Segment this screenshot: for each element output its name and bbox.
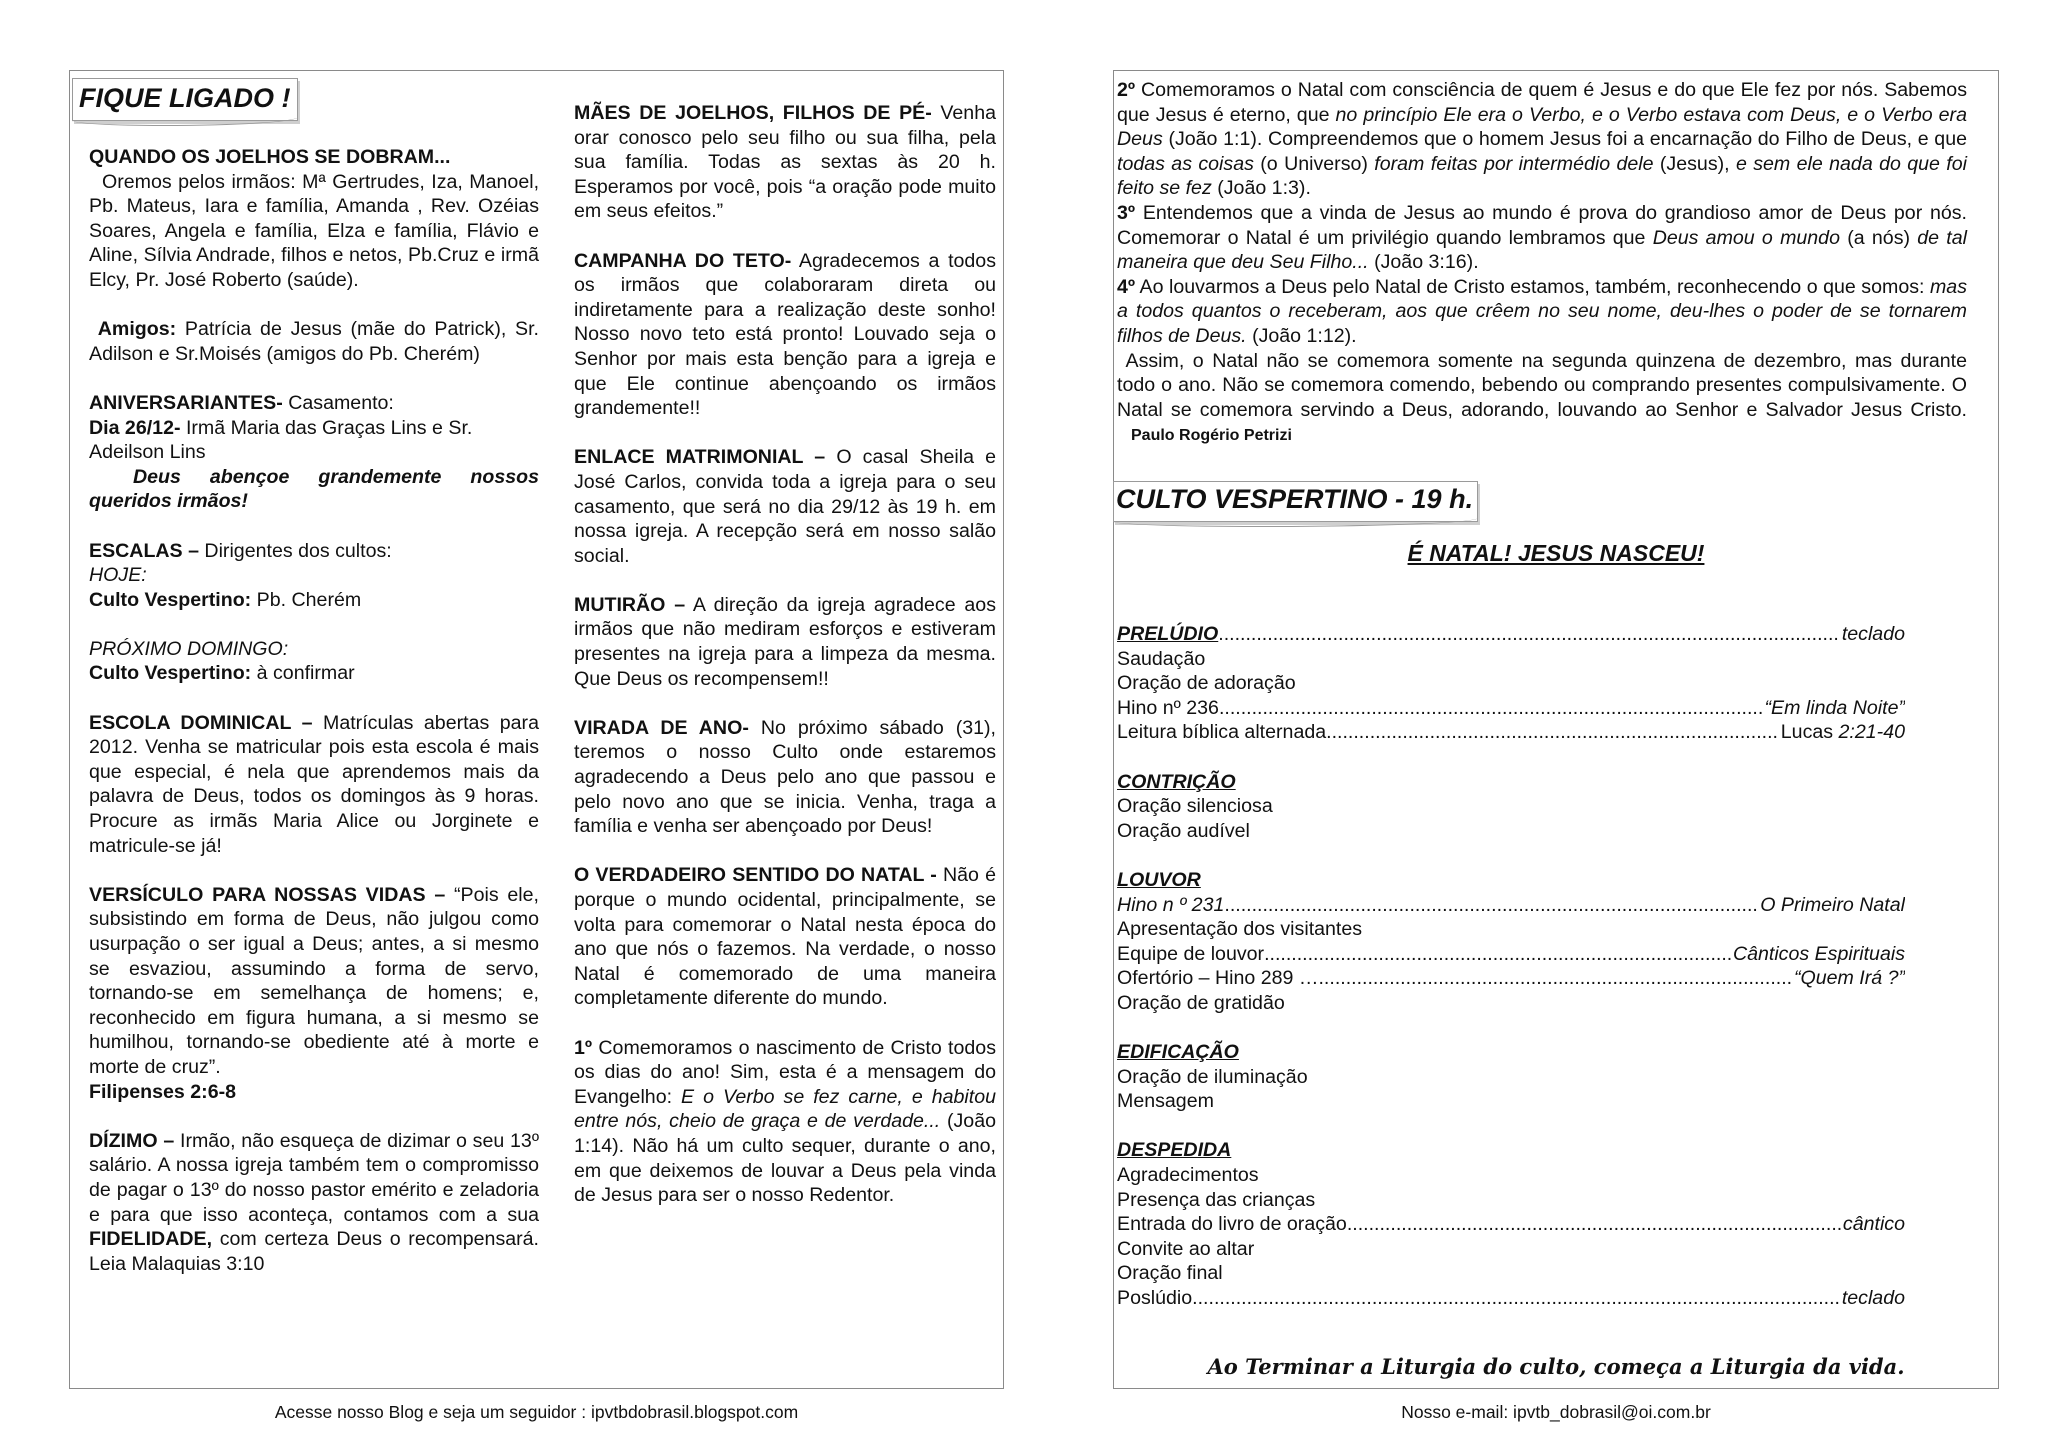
hymn-236-value: “Em linda Noite” <box>1764 696 1905 719</box>
tithe-section <box>89 1129 539 1277</box>
wedding-text: O casal Sheila e José Carlos, convida toda a igreja para o seu casamento, que será no dia 29/12 às 19 h. em nossa igreja. A recepção será em nosso salão social. <box>574 446 996 567</box>
point-two-quote-4: e sem ele nada do que foi feito se fez <box>1117 152 1967 200</box>
cleanup-title: MUTIRÃO – <box>574 593 686 616</box>
fique-ligado-banner: FIQUE LIGADO ! <box>72 78 298 121</box>
sermon-item: Mensagem <box>1117 1090 1214 1113</box>
altar-call: Convite ao altar <box>1117 1237 1255 1260</box>
point-four-quote: mas a todos quantos o receberam, aos que crêem no seu nome, deu-lhes o poder de se tornarem filhos de Deus. <box>1117 275 1967 347</box>
point-three-quote: Deus amou o mundo <box>1652 226 1840 249</box>
reading-book: Lucas <box>1780 721 1834 744</box>
next-sunday-label: PRÓXIMO DOMINGO: <box>89 637 289 660</box>
offertory-value: “Quem Irá ?” <box>1793 967 1905 990</box>
left-column <box>89 145 539 1276</box>
sunday-school-text: Matrículas abertas para 2012. Venha se matricular pois esta escola é mais que especial, é nela que aprendemos mais da palavra de Deus, todos os domingos às 9 horas. Procure as irmãs Maria Alice ou Jorginete e matricule-se já! <box>89 711 539 857</box>
today-service-label: Culto Vespertino: <box>89 588 252 611</box>
schedule-title: ESCALAS – <box>89 539 199 562</box>
illumination-prayer: Oração de iluminação <box>1117 1065 1308 1088</box>
prayer-text: Oremos pelos irmãos: Mª Gertrudes, Iza, Manoel, Pb. Mateus, Iara e família, Amanda , Rev. Ozéias Soares, Angela e família, Elza e família, Flávio e Aline, Sílvia Andrade, filhos e netos, Pb.Cruz e irmã Elcy, Pr. José Roberto (saúde). <box>89 170 540 291</box>
birthday-blessing-block <box>89 465 539 514</box>
visitors-presentation: Apresentação dos visitantes <box>1117 918 1363 941</box>
conclusion-text: Assim, o Natal não se comemora somente na segunda quinzena de dezembro, mas durante todo o ano. Não se comemora comendo, bebendo ou comprando presentes compulsivamente. O Natal se comemora servindo a Deus, adorando, louvando ao Senhor e Salvador Jesus Cristo. <box>1117 349 1967 421</box>
point-three-quote-2: de tal maneira que deu Seu Filho... <box>1117 226 1967 274</box>
liturgy-hymn-231 <box>1117 893 1905 918</box>
point-two-quote-2: todas as coisas <box>1117 152 1254 175</box>
hymn-231-value: O Primeiro Natal <box>1760 893 1905 916</box>
verse-text: “Pois ele, subsistindo em forma de Deus, não julgou como usurpação o ser igual a Deus; antes, a si mesmo se esvaziou, assumindo a forma de servo, tornando-se em semelhança de homens; e, reconhecido em figura humana, a si mesmo se humilhou, tornando-se obediente até à morte e morte de cruz”. <box>89 883 539 1078</box>
birthdays-section <box>89 391 539 465</box>
verse-title: VERSÍCULO PARA NOSSAS VIDAS – <box>89 883 446 906</box>
children-presence: Presença das crianças <box>1117 1188 1316 1211</box>
friends-section <box>89 317 539 366</box>
today-label: HOJE: <box>89 564 147 587</box>
liturgy-prayer-book <box>1117 1212 1905 1237</box>
point-four-text-2: (João 1:12). <box>1252 324 1357 347</box>
liturgy-order <box>1117 622 1905 1311</box>
liturgy-postlude <box>1117 1286 1905 1311</box>
postlude-value: teclado <box>1841 1287 1905 1310</box>
sunday-school-section <box>89 711 539 859</box>
final-prayer: Oração final <box>1117 1262 1223 1285</box>
point-three <box>1117 201 1967 275</box>
mothers-text: Venha orar conosco pelo seu filho ou sua filha, pela sua família. Todas as sextas às 20 h. Esperamos por você, pois “a oração pode muito em seus efeitos.” <box>574 102 996 223</box>
mothers-title: MÃES DE JOELHOS, FILHOS DE PÉ- <box>574 102 932 124</box>
wedding-title: ENLACE MATRIMONIAL – <box>574 446 826 469</box>
new-year-section <box>574 716 996 839</box>
verse-section <box>89 883 539 1104</box>
gratitude-prayer: Oração de gratidão <box>1117 991 1285 1014</box>
wedding-section <box>574 445 996 568</box>
liturgy-reading <box>1117 720 1905 745</box>
friends-text: Patrícia de Jesus (mãe do Patrick), Sr. Adilson e Sr.Moisés (amigos do Pb. Cherém) <box>89 318 539 365</box>
point-one-quote: E o Verbo se fez carne, e habitou entre nós, cheio de graça e de verdade... <box>574 1085 996 1133</box>
roof-campaign-section <box>574 249 996 421</box>
liturgy-prelude <box>1117 622 1905 647</box>
point-two-text-2: (João 1:1). Compreendemos que o homem Jesus foi a encarnação do Filho de Deus, e que <box>1168 128 1967 151</box>
praise-team-value: Cânticos Espirituais <box>1732 942 1905 965</box>
next-service-label: Culto Vespertino: <box>89 662 252 685</box>
point-one-text-end: (João 1:14). Não há um culto sequer, durante o ano, em que deixemos de louvar a Deus pela vinda de Jesus para ser o nosso Redentor. <box>574 1110 996 1207</box>
prayer-title: QUANDO OS JOELHOS SE DOBRAM... <box>89 146 451 168</box>
liturgy-greeting: Saudação <box>1117 647 1206 670</box>
evening-service-banner: CULTO VESPERTINO - 19 h. <box>1113 481 1478 522</box>
tithe-title: DÍZIMO – <box>89 1129 175 1152</box>
contrition-heading: CONTRIÇÃO <box>1117 770 1236 793</box>
new-year-text: No próximo sábado (31), teremos o nosso Culto onde estaremos agradecendo a Deus pelo ano que passou e pelo novo ano que se inicia. Venha, traga a família e venha ser abençoado por Deus! <box>574 716 996 838</box>
conclusion-paragraph <box>1117 349 1967 449</box>
new-year-title: VIRADA DE ANO- <box>574 716 749 739</box>
point-two-number: 2º <box>1117 79 1136 101</box>
point-three-number: 3º <box>1117 201 1136 224</box>
praise-team-label: Equipe de louvor <box>1117 942 1265 965</box>
point-three-text: Entendemos que a vinda de Jesus ao mundo é prova do grandioso amor de Deus por nós. Comemorar o Natal é um privilégio quando lembramos que <box>1117 201 1967 249</box>
point-two-text-4: (Jesus), <box>1659 152 1730 175</box>
today-service-value: Pb. Cherém <box>256 588 362 611</box>
verse-reference: Filipenses 2:6-8 <box>89 1080 237 1103</box>
middle-column <box>574 101 996 1208</box>
liturgy-adoration-prayer: Oração de adoração <box>1117 672 1296 695</box>
closing-motto: Ao Terminar a Liturgia do culto, começa a Liturgia da vida. <box>1207 1354 1905 1379</box>
prelude-label: PRELÚDIO <box>1117 623 1219 645</box>
sunday-school-title: ESCOLA DOMINICAL – <box>89 711 313 734</box>
tithe-text-end: com certeza Deus o recompensará. Leia Malaquias 3:10 <box>89 1228 539 1275</box>
edification-heading: EDIFICAÇÃO <box>1117 1041 1239 1064</box>
christmas-heading-wrap <box>1113 540 1999 590</box>
reading-label: Leitura bíblica alternada <box>1117 721 1327 744</box>
liturgy-praise-team <box>1117 942 1905 967</box>
tithe-emphasis: FIDELIDADE, <box>89 1228 213 1251</box>
prayer-book-value: cântico <box>1842 1213 1905 1236</box>
point-two-text-5: (João 1:3). <box>1217 177 1311 200</box>
point-two-text: Comemoramos o Natal com consciência de quem é Jesus e do que Ele fez por nós. Sabemos que Jesus é eterno, que <box>1117 79 1967 126</box>
schedule-section <box>89 539 539 613</box>
praise-heading: LOUVOR <box>1117 868 1201 891</box>
offertory-label: Ofertório – Hino 289 … <box>1117 967 1319 990</box>
point-two-quote-3: foram feitas por intermédio dele <box>1374 152 1654 175</box>
birthdays-title: ANIVERSARIANTES- <box>89 391 283 414</box>
roof-campaign-text: Agradecemos a todos os irmãos que colaboraram direta ou indiretamente para a realização deste sonho! Nosso novo teto está pronto! Louvado seja o Senhor por mais esta benção para a igreja e que Ele continue abençoando os irmãos grandemente!! <box>574 249 996 420</box>
liturgy-hymn-236 <box>1117 696 1905 721</box>
point-four-text: Ao louvarmos a Deus pelo Natal de Cristo estamos, também, reconhecendo o que somos: <box>1139 275 1925 298</box>
christmas-meaning-title: O VERDADEIRO SENTIDO DO NATAL - <box>574 864 937 887</box>
point-three-text-2: (a nós) <box>1847 226 1911 249</box>
hymn-236-label: Hino nº 236 <box>1117 696 1219 719</box>
point-two-text-3: (o Universo) <box>1260 152 1368 175</box>
author-signature: Paulo Rogério Petrizi <box>1131 427 1292 445</box>
prelude-value: teclado <box>1841 623 1905 645</box>
audible-prayer: Oração audível <box>1117 819 1250 842</box>
email-footer: Nosso e-mail: ipvtb_dobrasil@oi.com.br <box>1401 1402 1711 1422</box>
friends-title: Amigos: <box>97 318 177 341</box>
christmas-heading: É NATAL! JESUS NASCEU! <box>1407 540 1705 566</box>
cleanup-section <box>574 593 996 691</box>
silent-prayer: Oração silenciosa <box>1117 795 1273 818</box>
roof-campaign-title: CAMPANHA DO TETO- <box>574 249 792 272</box>
point-one <box>574 1036 996 1208</box>
prayer-book-label: Entrada do livro de oração <box>1117 1213 1347 1236</box>
schedule-subtitle: Dirigentes dos cultos: <box>204 539 392 562</box>
right-column <box>1117 78 1967 449</box>
mothers-section <box>574 101 996 224</box>
next-sunday-section <box>89 637 539 686</box>
farewell-heading: DESPEDIDA <box>1117 1139 1232 1162</box>
point-four-number: 4º <box>1117 275 1136 298</box>
christmas-meaning-text: Não é porque o mundo ocidental, principalmente, se volta para comemorar o Natal nesta época do ano que nós o fazemos. Na verdade, o nosso Natal é comemorado de uma maneira completamente diferente do mundo. <box>574 864 997 1010</box>
point-four <box>1117 275 1967 349</box>
cleanup-text: A direção da igreja agradece aos irmãos que não mediram esforços e estiveram presentes na igreja para a limpeza da mesma. Que Deus os recompensem!! <box>574 593 996 690</box>
birthday-names: Irmã Maria das Graças Lins e Sr. Adeilson Lins <box>89 416 473 464</box>
prayer-section <box>89 145 539 293</box>
thanks-item: Agradecimentos <box>1117 1164 1259 1187</box>
hymn-231-label: Hino n º 231 <box>1117 893 1225 916</box>
tithe-text: Irmão, não esqueça de dizimar o seu 13º salário. A nossa igreja também tem o compromisso de pagar o 13º do nosso pastor emérito e zeladoria e para que isso aconteça, contamos com a sua <box>89 1129 539 1226</box>
christmas-meaning-section <box>574 863 996 1011</box>
point-one-text: Comemoramos o nascimento de Cristo todos os dias do ano! Sim, esta é a mensagem do Evangelho: <box>574 1036 996 1108</box>
birthdays-subtitle: Casamento: <box>288 391 394 414</box>
point-two-quote: no princípio Ele era o Verbo, e o Verbo estava com Deus, e o Verbo era Deus <box>1117 103 1967 151</box>
blog-footer: Acesse nosso Blog e seja um seguidor : ipvtbdobrasil.blogspot.com <box>274 1402 799 1422</box>
point-two <box>1117 78 1967 201</box>
postlude-label: Poslúdio <box>1117 1287 1193 1310</box>
point-three-text-3: (João 3:16). <box>1374 251 1479 274</box>
point-one-number: 1º <box>574 1036 593 1059</box>
next-service-value: à confirmar <box>256 662 355 685</box>
liturgy-offertory <box>1117 966 1905 991</box>
birthday-blessing: Deus abençoe grandemente nossos queridos irmãos! <box>89 465 539 513</box>
birthday-date: Dia 26/12- <box>89 416 181 439</box>
reading-verses: 2:21-40 <box>1838 721 1905 744</box>
